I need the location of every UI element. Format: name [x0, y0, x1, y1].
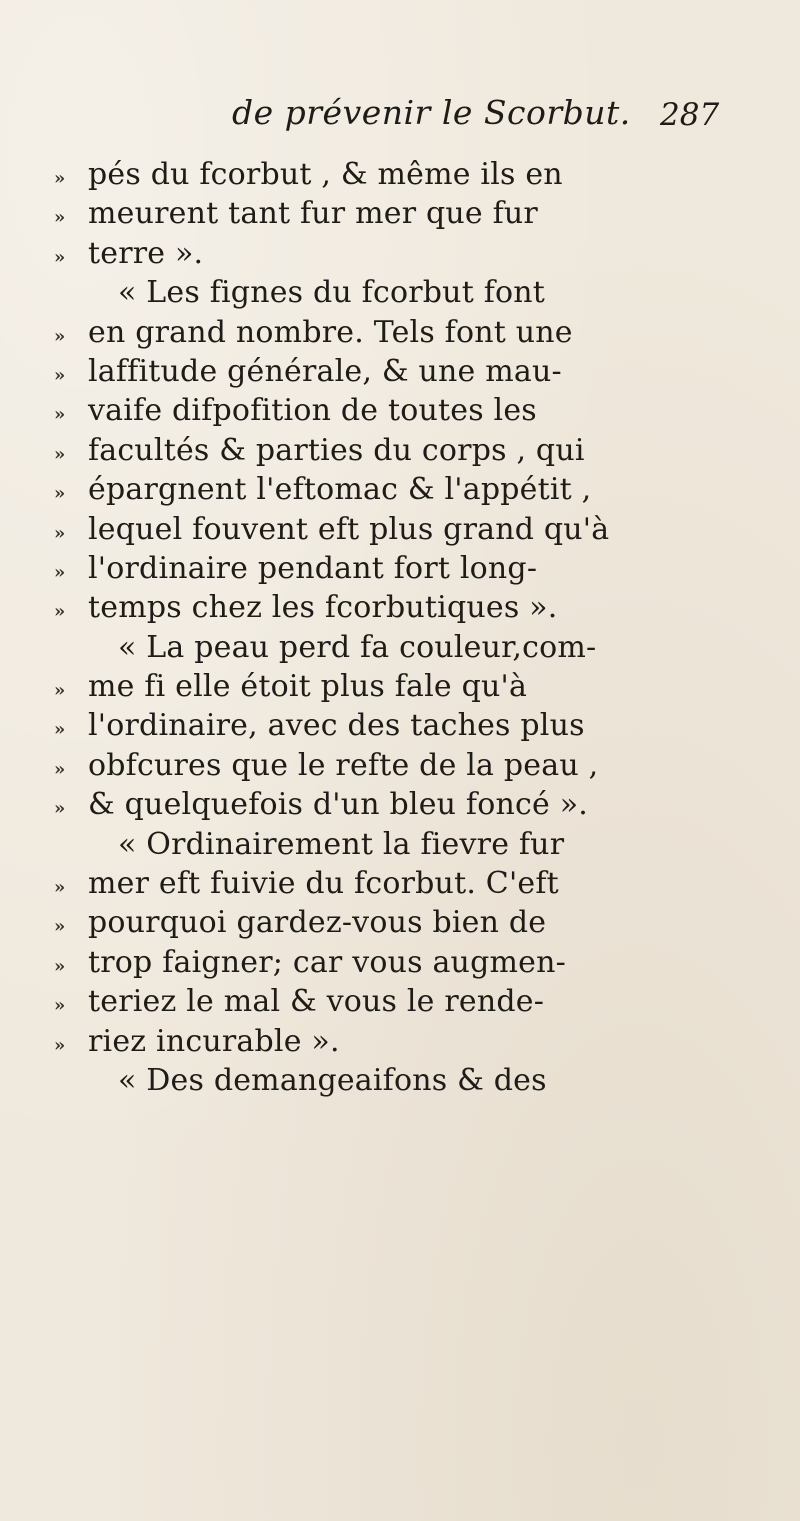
- page-number: 287: [660, 97, 720, 133]
- text-line: [0, 391, 800, 430]
- quote-marker: »: [54, 246, 66, 268]
- text-line: [0, 549, 800, 588]
- text-line: [0, 510, 800, 549]
- line-text: lequel fouvent eft plus grand qu'à: [88, 511, 610, 547]
- quote-marker: »: [54, 443, 66, 465]
- text-line: [0, 706, 800, 745]
- text-line: [0, 943, 800, 982]
- quote-marker: »: [54, 207, 66, 229]
- line-text: « Des demangeaifons & des: [118, 1062, 547, 1098]
- quote-marker: »: [54, 719, 66, 741]
- text-line: [0, 431, 800, 470]
- line-text: mer eft fuivie du fcorbut. C'eft: [88, 866, 559, 902]
- line-text: pés du fcorbut , & même ils en: [88, 157, 563, 192]
- quote-marker: »: [54, 1034, 66, 1056]
- running-head: de prévenir le Scorbut.: [232, 93, 631, 132]
- text-line: [0, 785, 800, 824]
- quote-marker: »: [54, 916, 66, 938]
- line-text: facultés & parties du corps , qui: [88, 432, 585, 468]
- quote-marker: »: [54, 483, 66, 505]
- quote-marker: »: [54, 601, 66, 623]
- text-line: [0, 628, 800, 667]
- page-header: [0, 93, 800, 133]
- line-text: teriez le mal & vous le rende-: [88, 984, 545, 1020]
- body-text: [0, 155, 800, 1100]
- quote-marker: »: [54, 955, 66, 977]
- quote-marker: »: [54, 404, 66, 426]
- line-text: l'ordinaire, avec des taches plus: [88, 708, 585, 744]
- quote-marker: »: [54, 877, 66, 899]
- line-text: obfcures que le refte de la peau ,: [88, 747, 599, 783]
- text-line: [0, 234, 800, 273]
- quote-marker: »: [54, 561, 66, 583]
- line-text: temps chez les fcorbutiques ».: [88, 590, 558, 626]
- line-text: trop faigner; car vous augmen-: [88, 944, 566, 980]
- quote-marker: »: [54, 168, 66, 189]
- text-line: [0, 903, 800, 942]
- text-line: [0, 982, 800, 1021]
- text-line: [0, 313, 800, 352]
- text-line: [0, 155, 800, 194]
- text-line: [0, 273, 800, 312]
- quote-marker: »: [54, 995, 66, 1017]
- quote-marker: »: [54, 364, 66, 386]
- line-text: me fi elle étoit plus fale qu'à: [88, 669, 528, 705]
- text-line: [0, 588, 800, 627]
- line-text: « Ordinairement la fievre fur: [118, 826, 565, 862]
- line-text: « La peau perd fa couleur,com-: [118, 629, 597, 665]
- text-line: [0, 194, 800, 233]
- text-line: [0, 470, 800, 509]
- text-line: [0, 746, 800, 785]
- line-text: pourquoi gardez-vous bien de: [88, 905, 547, 941]
- line-text: riez incurable ».: [88, 1023, 340, 1059]
- line-text: en grand nombre. Tels font une: [88, 314, 573, 350]
- text-line: [0, 825, 800, 864]
- line-text: « Les fignes du fcorbut font: [118, 275, 546, 311]
- text-line: [0, 667, 800, 706]
- line-text: & quelquefois d'un bleu foncé ».: [88, 787, 588, 823]
- quote-marker: »: [54, 680, 66, 702]
- line-text: meurent tant fur mer que fur: [88, 196, 538, 232]
- text-line: [0, 352, 800, 391]
- text-line: [0, 1061, 800, 1100]
- quote-marker: »: [54, 758, 66, 780]
- quote-marker: »: [54, 798, 66, 820]
- line-text: épargnent l'eftomac & l'appétit ,: [88, 472, 592, 508]
- quote-marker: »: [54, 325, 66, 347]
- line-text: laffitude générale, & une mau-: [88, 353, 562, 389]
- line-text: terre ».: [88, 235, 204, 271]
- text-line: [0, 864, 800, 903]
- text-line: [0, 1022, 800, 1061]
- line-text: l'ordinaire pendant fort long-: [88, 550, 538, 586]
- line-text: vaife difpofition de toutes les: [88, 393, 537, 429]
- quote-marker: »: [54, 522, 66, 544]
